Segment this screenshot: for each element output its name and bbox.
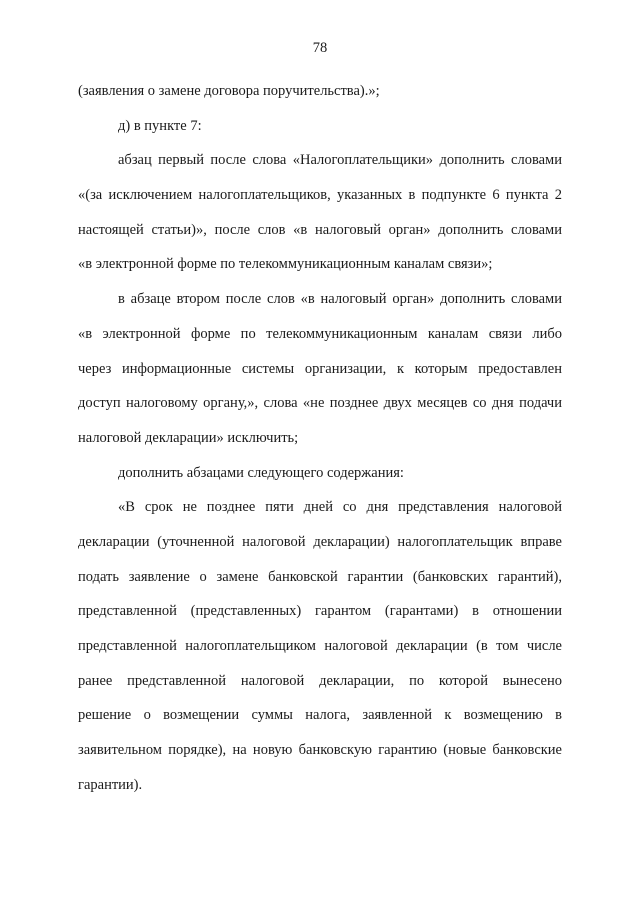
- text-line: (заявления о замене договора поручительства).»;: [78, 83, 380, 99]
- text-line: доступ налоговому органу,», слова «не позднее двух месяцев со дня подачи: [78, 395, 562, 412]
- text-line: «в электронной форме по телекоммуникационным каналам связи либо: [78, 325, 562, 342]
- text-line: подать заявление о замене банковской гарантии (банковских гарантий),: [78, 568, 562, 585]
- text-line: ранее представленной налоговой декларации, по которой вынесено: [78, 672, 562, 689]
- text-line: настоящей статьи)», после слов «в налоговый орган» дополнить словами: [78, 221, 562, 238]
- text-line: через информационные системы организации, к которым предоставлен: [78, 360, 562, 377]
- text-line: представленной налогоплательщиком налоговой декларации (в том числе: [78, 638, 562, 654]
- text-line: представленной (представленных) гарантом (гарантами) в отношении: [78, 603, 562, 620]
- text-line: «в электронной форме по телекоммуникационным каналам связи»;: [78, 256, 493, 273]
- text-line: «В срок не позднее пяти дней со дня представления налоговой: [118, 499, 562, 516]
- text-line: абзац первый после слова «Налогоплательщики» дополнить словами: [118, 152, 562, 169]
- text-line: в абзаце втором после слов «в налоговый орган» дополнить словами: [118, 291, 562, 308]
- text-line: решение о возмещении суммы налога, заявленной к возмещению в: [78, 707, 562, 724]
- text-line: «(за исключением налогоплательщиков, указанных в подпункте 6 пункта 2: [78, 187, 562, 204]
- document-body: [78, 74, 562, 802]
- text-line: заявительном порядке), на новую банковскую гарантию (новые банковские: [78, 742, 562, 759]
- page-number: 78: [312, 40, 328, 56]
- text-line: дополнить абзацами следующего содержания:: [118, 464, 404, 481]
- text-line: д) в пункте 7:: [118, 117, 202, 134]
- text-line: гарантии).: [78, 776, 143, 793]
- text-line: налоговой декларации» исключить;: [78, 429, 299, 446]
- text-line: декларации (уточненной налоговой декларации) налогоплательщик вправе: [78, 533, 562, 550]
